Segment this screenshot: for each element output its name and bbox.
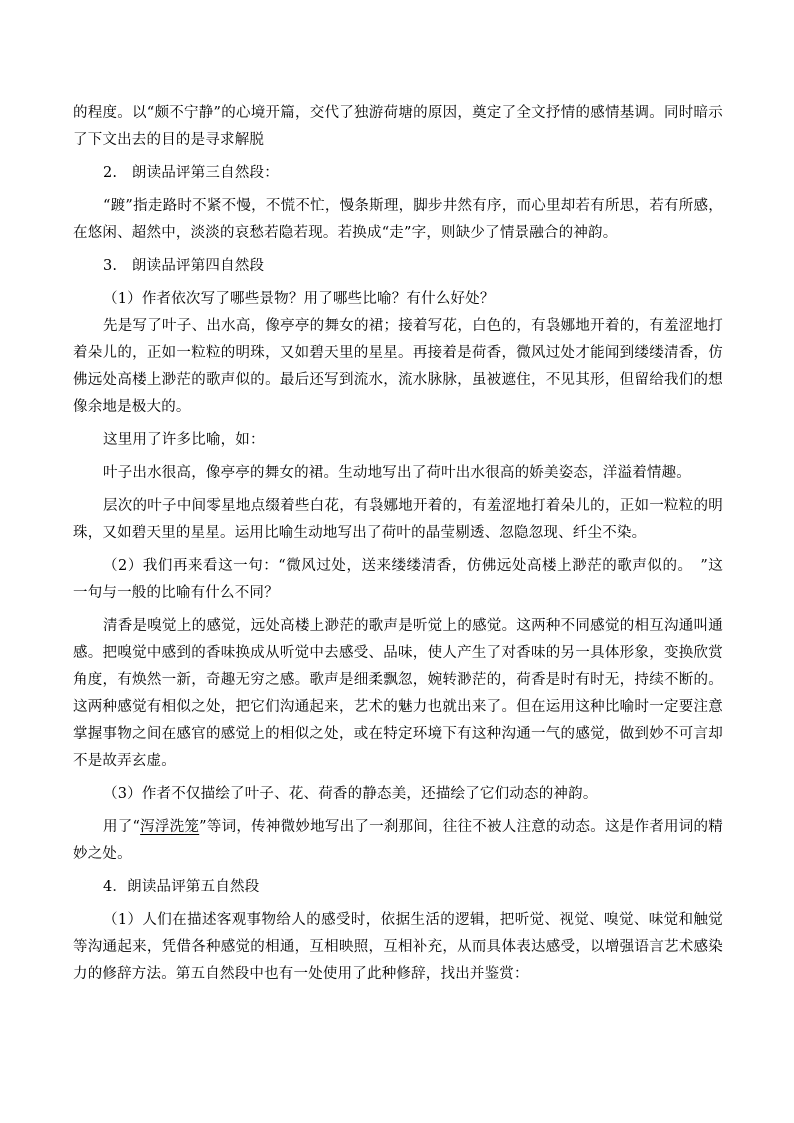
verb-analysis <box>73 814 723 868</box>
synaesthesia-question: （1）人们在描述客观事物给人的感受时，依据生活的逻辑，把听觉、视觉、嗅觉、味觉和触觉等沟通起来，凭借各种感觉的相通，互相映照，互相补充，从而具体表达感受，以增强语言艺术感染力的修辞方法。第五自然段中也有一处使用了此种修辞，找出并鉴赏： <box>73 912 723 982</box>
verb-analysis-before: 用了“ <box>103 819 141 835</box>
paragraph-du-analysis: “踱”指走路时不紧不慢，不慌不忙，慢条斯理，脚步井然有序，而心里却若有所思，若有所感，在悠闲、超然中，淡淡的哀愁若隐若现。若换成“走”字，则缺少了情景融合的神韵。 <box>73 198 723 241</box>
question-2: （2）我们再来看这一句：“微风过处，送来缕缕清香，仿佛远处高楼上渺茫的歌声似的。 ”这一句与一般的比喻有什么不同？ <box>73 558 723 601</box>
underlined-verbs: 泻浮洗笼 <box>140 819 200 835</box>
section-heading-2: 2. 朗读品评第三自然段： <box>103 165 279 181</box>
paragraph-continuation: 的程度。以“颇不宁静”的心境开篇，交代了独游荷塘的原因，奠定了全文抒情的感情基调。同时暗示了下文出去的目的是寻求解脱 <box>73 105 723 148</box>
section-heading-3: 3. 朗读品评第四自然段 <box>103 258 265 274</box>
document-body <box>73 100 723 988</box>
question-1: （1）作者依次写了哪些景物？用了哪些比喻？有什么好处？ <box>103 291 495 307</box>
metaphor-example-2: 层次的叶子中间零星地点缀着些白花，有袅娜地开着的，有羞涩地打着朵儿的，正如一粒粒的明珠，又如碧天里的星星。运用比喻生动地写出了荷叶的晶莹剔透、忽隐忽现、纤尘不染。 <box>73 498 723 541</box>
metaphor-example-1: 叶子出水很高，像亭亭的舞女的裙。生动地写出了荷叶出水很高的娇美姿态，洋溢着情趣。 <box>103 465 691 481</box>
synaesthesia-explanation: 清香是嗅觉上的感觉，远处高楼上渺茫的歌声是听觉上的感觉。这两种不同感觉的相互沟通叫通感。把嗅觉中感到的香味换成从听觉中去感受、品味，使人产生了对香味的另一具体形象，变换欣赏角度，有焕然一新，奇趣无穷之感。歌声是细柔飘忽，婉转渺茫的，荷香是时有时无，持续不断的。这两种感觉有相似之处，把它们沟通起来，艺术的魅力也就出来了。但在运用这种比喻时一定要注意掌握事物之间在感官的感觉上的相似之处，或在特定环境下有这种沟通一气的感觉，做到妙不可言却不是故弄玄虚。 <box>73 618 723 769</box>
section-heading-4: 4．朗读品评第五自然段 <box>103 879 260 895</box>
verb-analysis-after: ”等词，传神微妙地写出了一刹那间，往往不被人注意的动态。这是作者用词的精妙之处。 <box>73 819 723 862</box>
question-3: （3）作者不仅描绘了叶子、花、荷香的静态美，还描绘了它们动态的神韵。 <box>103 786 598 802</box>
metaphor-intro: 这里用了许多比喻，如： <box>103 432 265 448</box>
answer-1: 先是写了叶子、出水高，像亭亭的舞女的裙；接着写花，白色的，有袅娜地开着的，有羞涩地打着朵儿的，正如一粒粒的明珠，又如碧天里的星星。再接着是荷香，微风过处才能闻到缕缕清香，仿佛远处高楼上渺茫的歌声似的。最后还写到流水，流水脉脉，虽被遮住，不见其形，但留给我们的想像余地是极大的。 <box>73 318 723 415</box>
